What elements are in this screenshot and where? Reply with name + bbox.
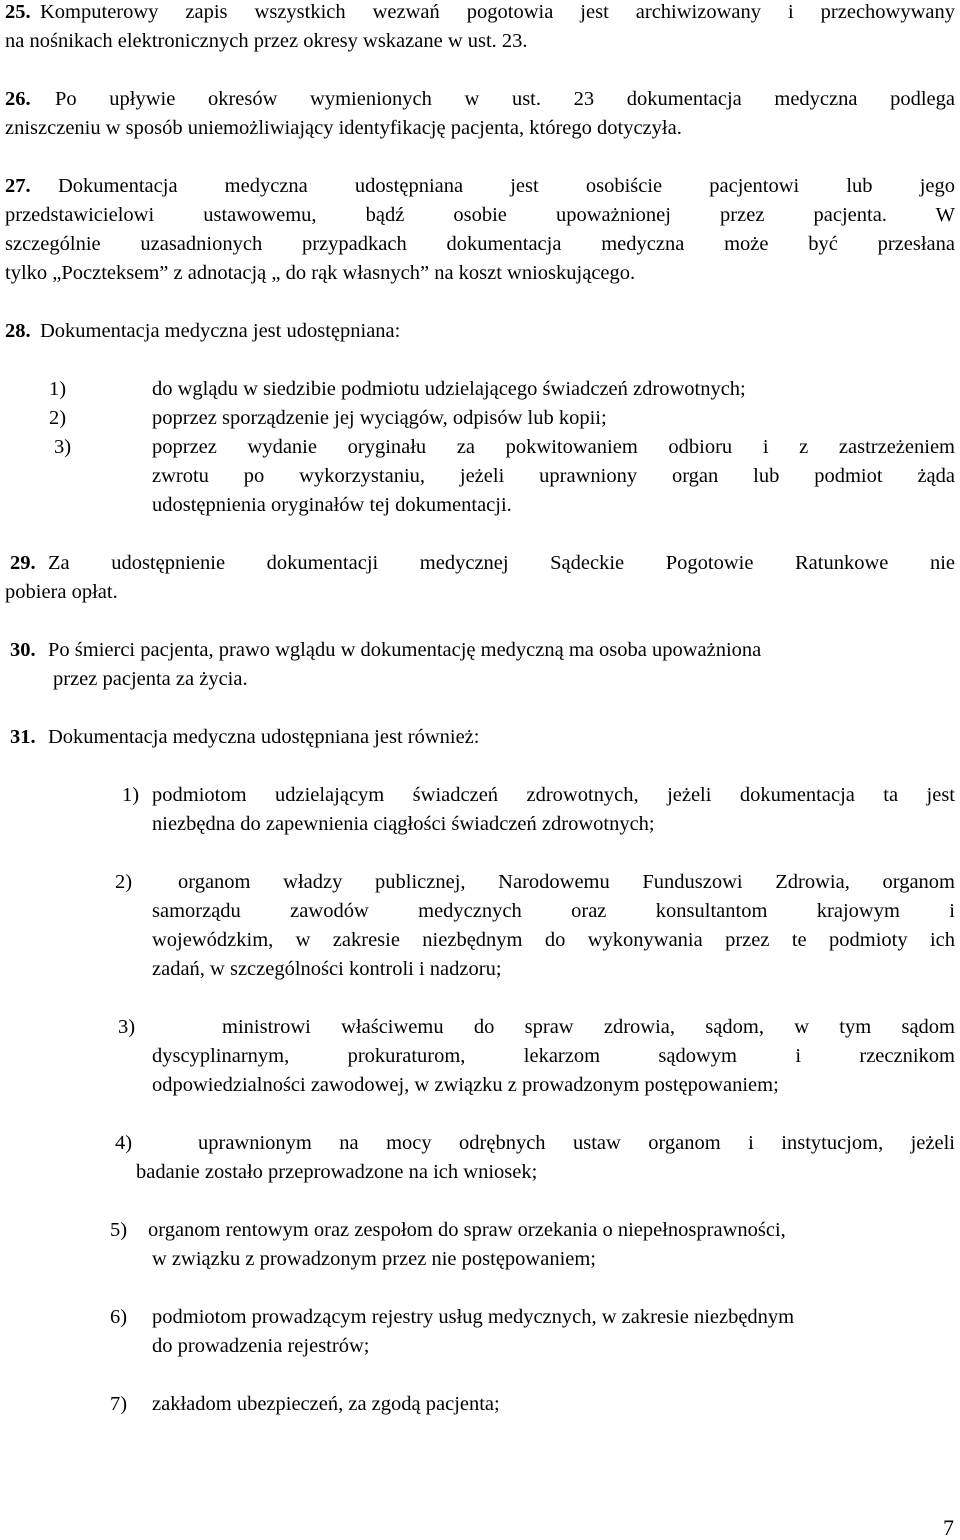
list-item-marker: 3)	[54, 436, 72, 458]
paragraph-27-line: Dokumentacja medyczna udostępniana jest osobiście pacjentowi lub jego	[58, 175, 955, 197]
list-item-text: organom władzy publicznej, Narodowemu Funduszowi Zdrowia, organom	[178, 871, 955, 893]
list-item-text: udostępnienia oryginałów tej dokumentacji.	[152, 494, 512, 516]
list-item-text: poprzez wydanie oryginału za pokwitowaniem odbioru i z zastrzeżeniem	[152, 436, 955, 458]
list-item-text: do prowadzenia rejestrów;	[152, 1335, 370, 1357]
list-item-text: wojewódzkim, w zakresie niezbędnym do wykonywania przez te podmioty ich	[152, 929, 955, 951]
list-item-marker: 7)	[110, 1393, 128, 1415]
list-item-text: zakładom ubezpieczeń, za zgodą pacjenta;	[152, 1393, 500, 1415]
paragraph-25-line: na nośnikach elektronicznych przez okresy wskazane w ust. 23.	[5, 30, 528, 52]
paragraph-31-intro: Dokumentacja medyczna udostępniana jest również:	[48, 726, 480, 748]
paragraph-25-number: 25.	[5, 1, 31, 23]
list-item-text: ministrowi właściwemu do spraw zdrowia, sądom, w tym sądom	[222, 1016, 955, 1038]
paragraph-26-line: Po upływie okresów wymienionych w ust. 23 dokumentacja medyczna podlega	[55, 88, 955, 110]
list-item-marker: 4)	[115, 1132, 133, 1154]
paragraph-27-line: przedstawicielowi ustawowemu, bądź osobie upoważnionej przez pacjenta. W	[5, 204, 955, 226]
list-item-marker: 6)	[110, 1306, 128, 1328]
paragraph-30-line: Po śmierci pacjenta, prawo wglądu w dokumentację medyczną ma osoba upoważniona	[48, 639, 762, 661]
page-number: 7	[943, 1515, 954, 1540]
list-item-text: odpowiedzialności zawodowej, w związku z prowadzonym postępowaniem;	[152, 1074, 779, 1096]
list-item-text: podmiotom udzielającym świadczeń zdrowotnych, jeżeli dokumentacja ta jest	[152, 784, 955, 806]
list-item-marker: 2)	[49, 407, 67, 429]
list-item-text: uprawnionym na mocy odrębnych ustaw organom i instytucjom, jeżeli	[198, 1132, 955, 1154]
list-item-text: zadań, w szczególności kontroli i nadzoru;	[152, 958, 502, 980]
paragraph-26-line: zniszczeniu w sposób uniemożliwiający identyfikację pacjenta, którego dotyczyła.	[5, 117, 682, 139]
list-item-marker: 2)	[115, 871, 133, 893]
paragraph-26-number: 26.	[5, 88, 31, 110]
list-item-marker: 1)	[122, 784, 140, 806]
list-item-text: niezbędna do zapewnienia ciągłości świadczeń zdrowotnych;	[152, 813, 655, 835]
list-item-text: poprzez sporządzenie jej wyciągów, odpisów lub kopii;	[152, 407, 607, 429]
list-item-text: samorządu zawodów medycznych oraz konsultantom krajowym i	[152, 900, 955, 922]
list-item-text: dyscyplinarnym, prokuraturom, lekarzom sądowym i rzecznikom	[152, 1045, 955, 1067]
list-item-marker: 1)	[49, 378, 67, 400]
list-item-text: w związku z prowadzonym przez nie postępowaniem;	[152, 1248, 597, 1270]
list-item-text: podmiotom prowadzącym rejestry usług medycznych, w zakresie niezbędnym	[152, 1306, 795, 1328]
paragraph-29-number: 29.	[10, 552, 36, 574]
paragraph-27-line: tylko „Poczteksem” z adnotacją „ do rąk własnych” na koszt wnioskującego.	[5, 262, 636, 284]
paragraph-27-number: 27.	[5, 175, 31, 197]
paragraph-25-line: Komputerowy zapis wszystkich wezwań pogotowia jest archiwizowany i przechowywany	[40, 1, 955, 23]
paragraph-31-number: 31.	[10, 726, 36, 748]
list-item-marker: 3)	[118, 1016, 136, 1038]
list-item-text: badanie zostało przeprowadzone na ich wniosek;	[136, 1161, 538, 1183]
list-item-text: organom rentowym oraz zespołom do spraw orzekania o niepełnosprawności,	[148, 1219, 786, 1241]
paragraph-28-number: 28.	[5, 320, 31, 342]
list-item-text: do wglądu w siedzibie podmiotu udzielającego świadczeń zdrowotnych;	[152, 378, 746, 400]
list-item-marker: 5)	[110, 1219, 128, 1241]
paragraph-30-number: 30.	[10, 639, 36, 661]
paragraph-29-line: pobiera opłat.	[5, 581, 118, 603]
list-item-text: zwrotu po wykorzystaniu, jeżeli uprawniony organ lub podmiot żąda	[152, 465, 955, 487]
paragraph-29-line: Za udostępnienie dokumentacji medycznej Sądeckie Pogotowie Ratunkowe nie	[48, 552, 955, 574]
paragraph-27-line: szczególnie uzasadnionych przypadkach dokumentacja medyczna może być przesłana	[5, 233, 955, 255]
paragraph-30-line: przez pacjenta za życia.	[53, 668, 248, 690]
paragraph-28-intro: Dokumentacja medyczna jest udostępniana:	[40, 320, 401, 342]
